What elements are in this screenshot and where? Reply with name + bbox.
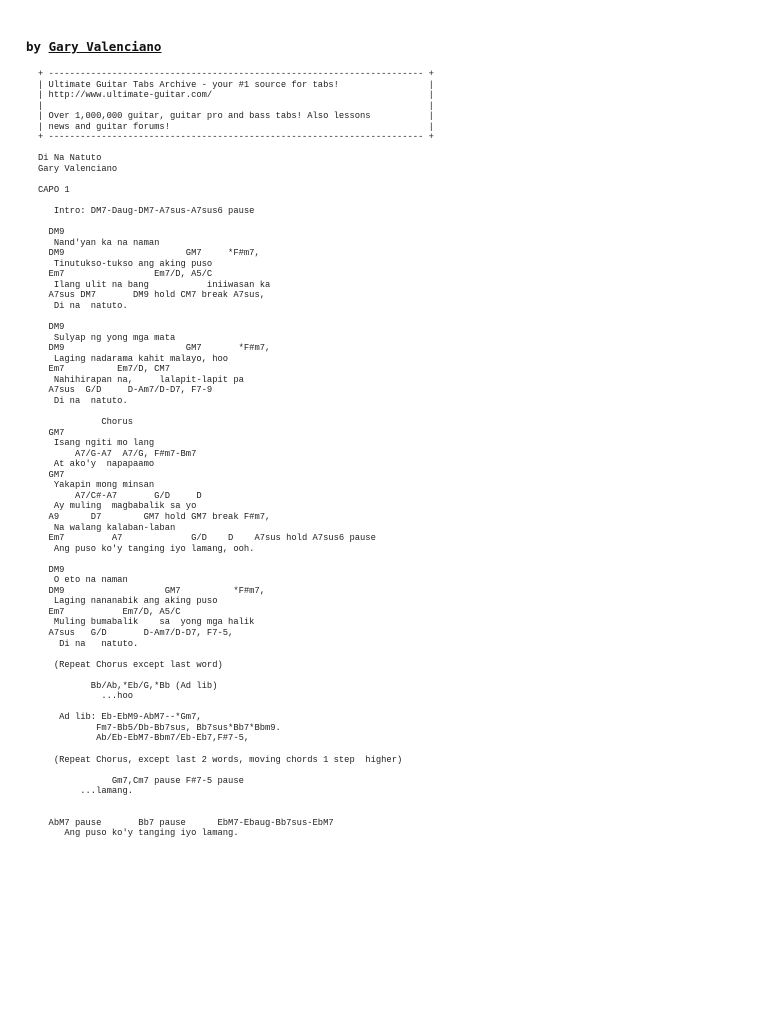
tab-line xyxy=(38,174,434,185)
tab-line: (Repeat Chorus except last word) xyxy=(38,659,223,670)
tab-text-block xyxy=(38,69,434,839)
tab-line: Sulyap ng yong mga mata xyxy=(38,332,176,343)
tab-line: A9 D7 GM7 hold GM7 break F#m7, xyxy=(38,511,271,522)
tab-line: | http://www.ultimate-guitar.com/ | xyxy=(38,90,434,101)
tab-line: Nahihirapan na, lalapit-lapit pa xyxy=(38,374,244,385)
tab-line xyxy=(38,807,434,818)
tab-line: O eto na naman xyxy=(38,575,128,586)
tab-line: ...lamang. xyxy=(38,786,134,797)
tab-line: Ilang ulit na bang iniiwasan ka xyxy=(38,279,271,290)
tab-line xyxy=(38,196,434,207)
tab-line: Isang ngiti mo lang xyxy=(38,438,155,449)
tab-line: | news and guitar forums! | xyxy=(38,121,434,132)
tab-line: | Ultimate Guitar Tabs Archive - your #1 source for tabs! | xyxy=(38,79,434,90)
tab-line: Ang puso ko'y tanging iyo lamang. xyxy=(38,828,239,839)
tab-line: Tinutukso-tukso ang aking puso xyxy=(38,258,213,269)
tab-line xyxy=(38,554,434,565)
tab-line xyxy=(38,143,434,154)
byline-prefix: by xyxy=(26,39,49,54)
tab-line: Di na natuto. xyxy=(38,301,128,312)
tab-line: Chorus xyxy=(38,417,134,428)
tab-line: Na walang kalaban-laban xyxy=(38,522,176,533)
tab-line: Ang puso ko'y tanging iyo lamang, ooh. xyxy=(38,543,255,554)
tab-line: CAPO 1 xyxy=(38,185,70,196)
tab-line: Yakapin mong minsan xyxy=(38,480,155,491)
tab-line: Di Na Natuto xyxy=(38,153,102,164)
tab-line: | | xyxy=(38,100,434,111)
tab-line: AbM7 pause Bb7 pause EbM7-Ebaug-Bb7sus-EbM7 xyxy=(38,817,334,828)
tab-line: Di na natuto. xyxy=(38,638,139,649)
tab-line: GM7 xyxy=(38,469,65,480)
author-name: Gary Valenciano xyxy=(48,39,162,54)
tab-line: DM9 xyxy=(38,564,65,575)
tab-line: ...hoo xyxy=(38,691,134,702)
tab-line: GM7 xyxy=(38,427,65,438)
tab-line: Em7 Em7/D, A5/C xyxy=(38,269,213,280)
tab-line: Intro: DM7-Daug-DM7-A7sus-A7sus6 pause xyxy=(38,206,255,217)
tab-line: (Repeat Chorus, except last 2 words, moving chords 1 step higher) xyxy=(38,754,403,765)
tab-line: A7sus DM7 DM9 hold CM7 break A7sus, xyxy=(38,290,265,301)
tab-line: Ad lib: Eb-EbM9-AbM7--*Gm7, xyxy=(38,712,202,723)
tab-line: + ----------------------------------------------------------------------- + xyxy=(38,69,434,79)
tab-line: A7/G-A7 A7/G, F#m7-Bm7 xyxy=(38,448,197,459)
tab-line: Em7 Em7/D, CM7 xyxy=(38,364,170,375)
tab-line xyxy=(38,765,434,776)
tab-line: Nand'yan ka na naman xyxy=(38,237,160,248)
tab-line: DM9 GM7 *F#m7, xyxy=(38,248,260,259)
tab-line: A7sus G/D D-Am7/D-D7, F7-9 xyxy=(38,385,213,396)
tab-line: DM9 GM7 *F#m7, xyxy=(38,343,271,354)
tab-line: + ----------------------------------------------------------------------- + xyxy=(38,132,434,143)
tab-line xyxy=(38,217,434,228)
tab-line: DM9 xyxy=(38,227,65,238)
tab-line xyxy=(38,312,434,323)
tab-line xyxy=(38,407,434,418)
tab-line: Em7 Em7/D, A5/C xyxy=(38,606,181,617)
tab-line xyxy=(38,670,434,681)
tab-line: Gm7,Cm7 pause F#7-5 pause xyxy=(38,775,244,786)
tab-line: Em7 A7 G/D D A7sus hold A7sus6 pause xyxy=(38,533,376,544)
tab-line: DM9 GM7 *F#m7, xyxy=(38,585,265,596)
tab-line: Bb/Ab,*Eb/G,*Bb (Ad lib) xyxy=(38,680,218,691)
tab-line: A7sus G/D D-Am7/D-D7, F7-5, xyxy=(38,627,234,638)
tab-line: Di na natuto. xyxy=(38,395,128,406)
byline xyxy=(26,39,161,55)
tab-line: | Over 1,000,000 guitar, guitar pro and bass tabs! Also lessons | xyxy=(38,111,434,122)
tab-line: Gary Valenciano xyxy=(38,163,118,174)
tab-line: Laging nadarama kahit malayo, hoo xyxy=(38,353,229,364)
tab-line xyxy=(38,744,434,755)
tab-line xyxy=(38,702,434,713)
tab-line: Ay muling magbabalik sa yo xyxy=(38,501,197,512)
tab-line xyxy=(38,797,434,808)
tab-line: Muling bumabalik sa yong mga halik xyxy=(38,617,255,628)
tab-line: Fm7-Bb5/Db-Bb7sus, Bb7sus*Bb7*Bbm9. xyxy=(38,722,281,733)
tab-line: Laging nananabik ang aking puso xyxy=(38,596,218,607)
tab-line: DM9 xyxy=(38,322,65,333)
tab-line xyxy=(38,649,434,660)
tab-line: A7/C#-A7 G/D D xyxy=(38,490,202,501)
tab-line: Ab/Eb-EbM7-Bbm7/Eb-Eb7,F#7-5, xyxy=(38,733,250,744)
tab-line: At ako'y napapaamo xyxy=(38,459,155,470)
